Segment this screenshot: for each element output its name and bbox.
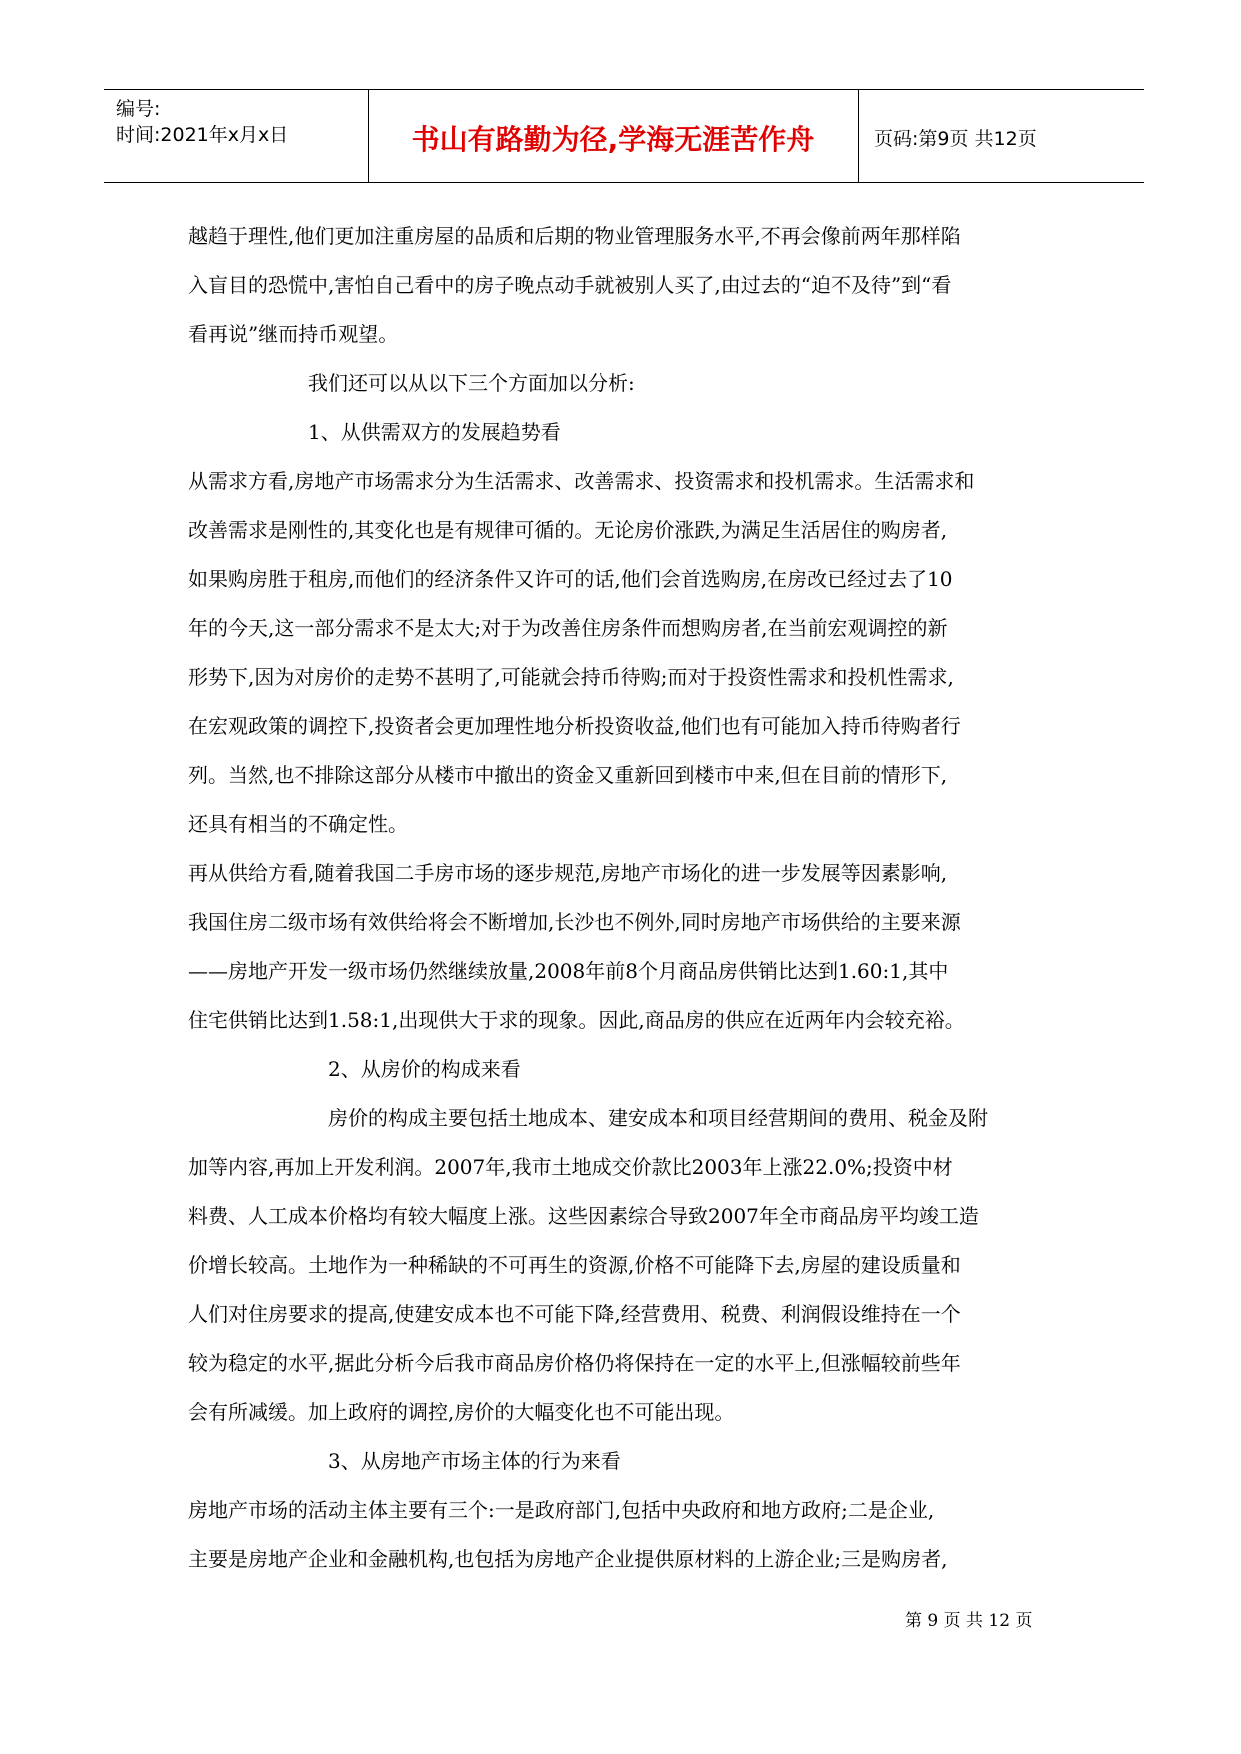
- body-line: 从需求方看,房地产市场需求分为生活需求、改善需求、投资需求和投机需求。生活需求和: [188, 469, 975, 493]
- body-line: 会有所减缓。加上政府的调控,房价的大幅变化也不可能出现。: [188, 1400, 735, 1424]
- body-line: 越趋于理性,他们更加注重房屋的品质和后期的物业管理服务水平,不再会像前两年那样陷: [188, 224, 961, 248]
- document-body: [188, 212, 1058, 1584]
- section-heading: 1、从供需双方的发展趋势看: [308, 420, 561, 444]
- body-line: 改善需求是刚性的,其变化也是有规律可循的。无论房价涨跌,为满足生活居住的购房者,: [188, 518, 948, 542]
- body-line: ——房地产开发一级市场仍然继续放量,2008年前8个月商品房供销比达到1.60:1,其中: [188, 959, 949, 983]
- body-line: 加等内容,再加上开发利润。2007年,我市土地成交价款比2003年上涨22.0%;投资中材: [188, 1155, 953, 1179]
- header-page-number: 页码:第9页 共12页: [874, 128, 1037, 150]
- body-line: 价增长较高。土地作为一种稀缺的不可再生的资源,价格不可能降下去,房屋的建设质量和: [188, 1253, 961, 1277]
- header-motto: 书山有路勤为径,学海无涯苦作舟: [411, 123, 815, 156]
- body-line: 如果购房胜于租房,而他们的经济条件又许可的话,他们会首选购房,在房改已经过去了10: [188, 567, 953, 591]
- body-line: 形势下,因为对房价的走势不甚明了,可能就会持币待购;而对于投资性需求和投机性需求,: [188, 665, 954, 689]
- serial-number-label: 编号:: [116, 98, 161, 120]
- section-heading: 2、从房价的构成来看: [328, 1057, 521, 1081]
- body-line: 入盲目的恐慌中,害怕自己看中的房子晚点动手就被别人买了,由过去的“迫不及待”到“看: [188, 273, 952, 297]
- body-line: 人们对住房要求的提高,使建安成本也不可能下降,经营费用、税费、利润假设维持在一个: [188, 1302, 961, 1326]
- body-line: 年的今天,这一部分需求不是太大;对于为改善住房条件而想购房者,在当前宏观调控的新: [188, 616, 948, 640]
- body-line: 房价的构成主要包括土地成本、建安成本和项目经营期间的费用、税金及附: [328, 1106, 988, 1130]
- header-page-cell: [860, 90, 1144, 182]
- body-line: 主要是房地产企业和金融机构,也包括为房地产企业提供原材料的上游企业;三是购房者,: [188, 1547, 948, 1571]
- section-heading: 3、从房地产市场主体的行为来看: [328, 1449, 621, 1473]
- body-line: 房地产市场的活动主体主要有三个:一是政府部门,包括中央政府和地方政府;二是企业,: [188, 1498, 935, 1522]
- body-line: 住宅供销比达到1.58:1,出现供大于求的现象。因此,商品房的供应在近两年内会较充裕。: [188, 1008, 965, 1032]
- document-header: [104, 89, 1144, 183]
- body-line: 较为稳定的水平,据此分析今后我市商品房价格仍将保持在一定的水平上,但涨幅较前些年: [188, 1351, 961, 1375]
- body-line: 再从供给方看,随着我国二手房市场的逐步规范,房地产市场化的进一步发展等因素影响,: [188, 861, 948, 885]
- date-label: 时间:2021年x月x日: [116, 124, 289, 146]
- body-line: 在宏观政策的调控下,投资者会更加理性地分析投资收益,他们也有可能加入持币待购者行: [188, 714, 961, 738]
- body-line: 看再说”继而持币观望。: [188, 322, 399, 346]
- body-line: 我们还可以从以下三个方面加以分析:: [308, 371, 635, 395]
- header-meta-cell: [104, 90, 369, 182]
- footer-page-number: 第 9 页 共 12 页: [905, 1611, 1033, 1631]
- body-line: 还具有相当的不确定性。: [188, 812, 408, 836]
- body-line: 我国住房二级市场有效供给将会不断增加,长沙也不例外,同时房地产市场供给的主要来源: [188, 910, 961, 934]
- body-line: 料费、人工成本价格均有较大幅度上涨。这些因素综合导致2007年全市商品房平均竣工造: [188, 1204, 979, 1228]
- body-line: 列。当然,也不排除这部分从楼市中撤出的资金又重新回到楼市中来,但在目前的情形下,: [188, 763, 948, 787]
- header-motto-cell: [368, 90, 859, 182]
